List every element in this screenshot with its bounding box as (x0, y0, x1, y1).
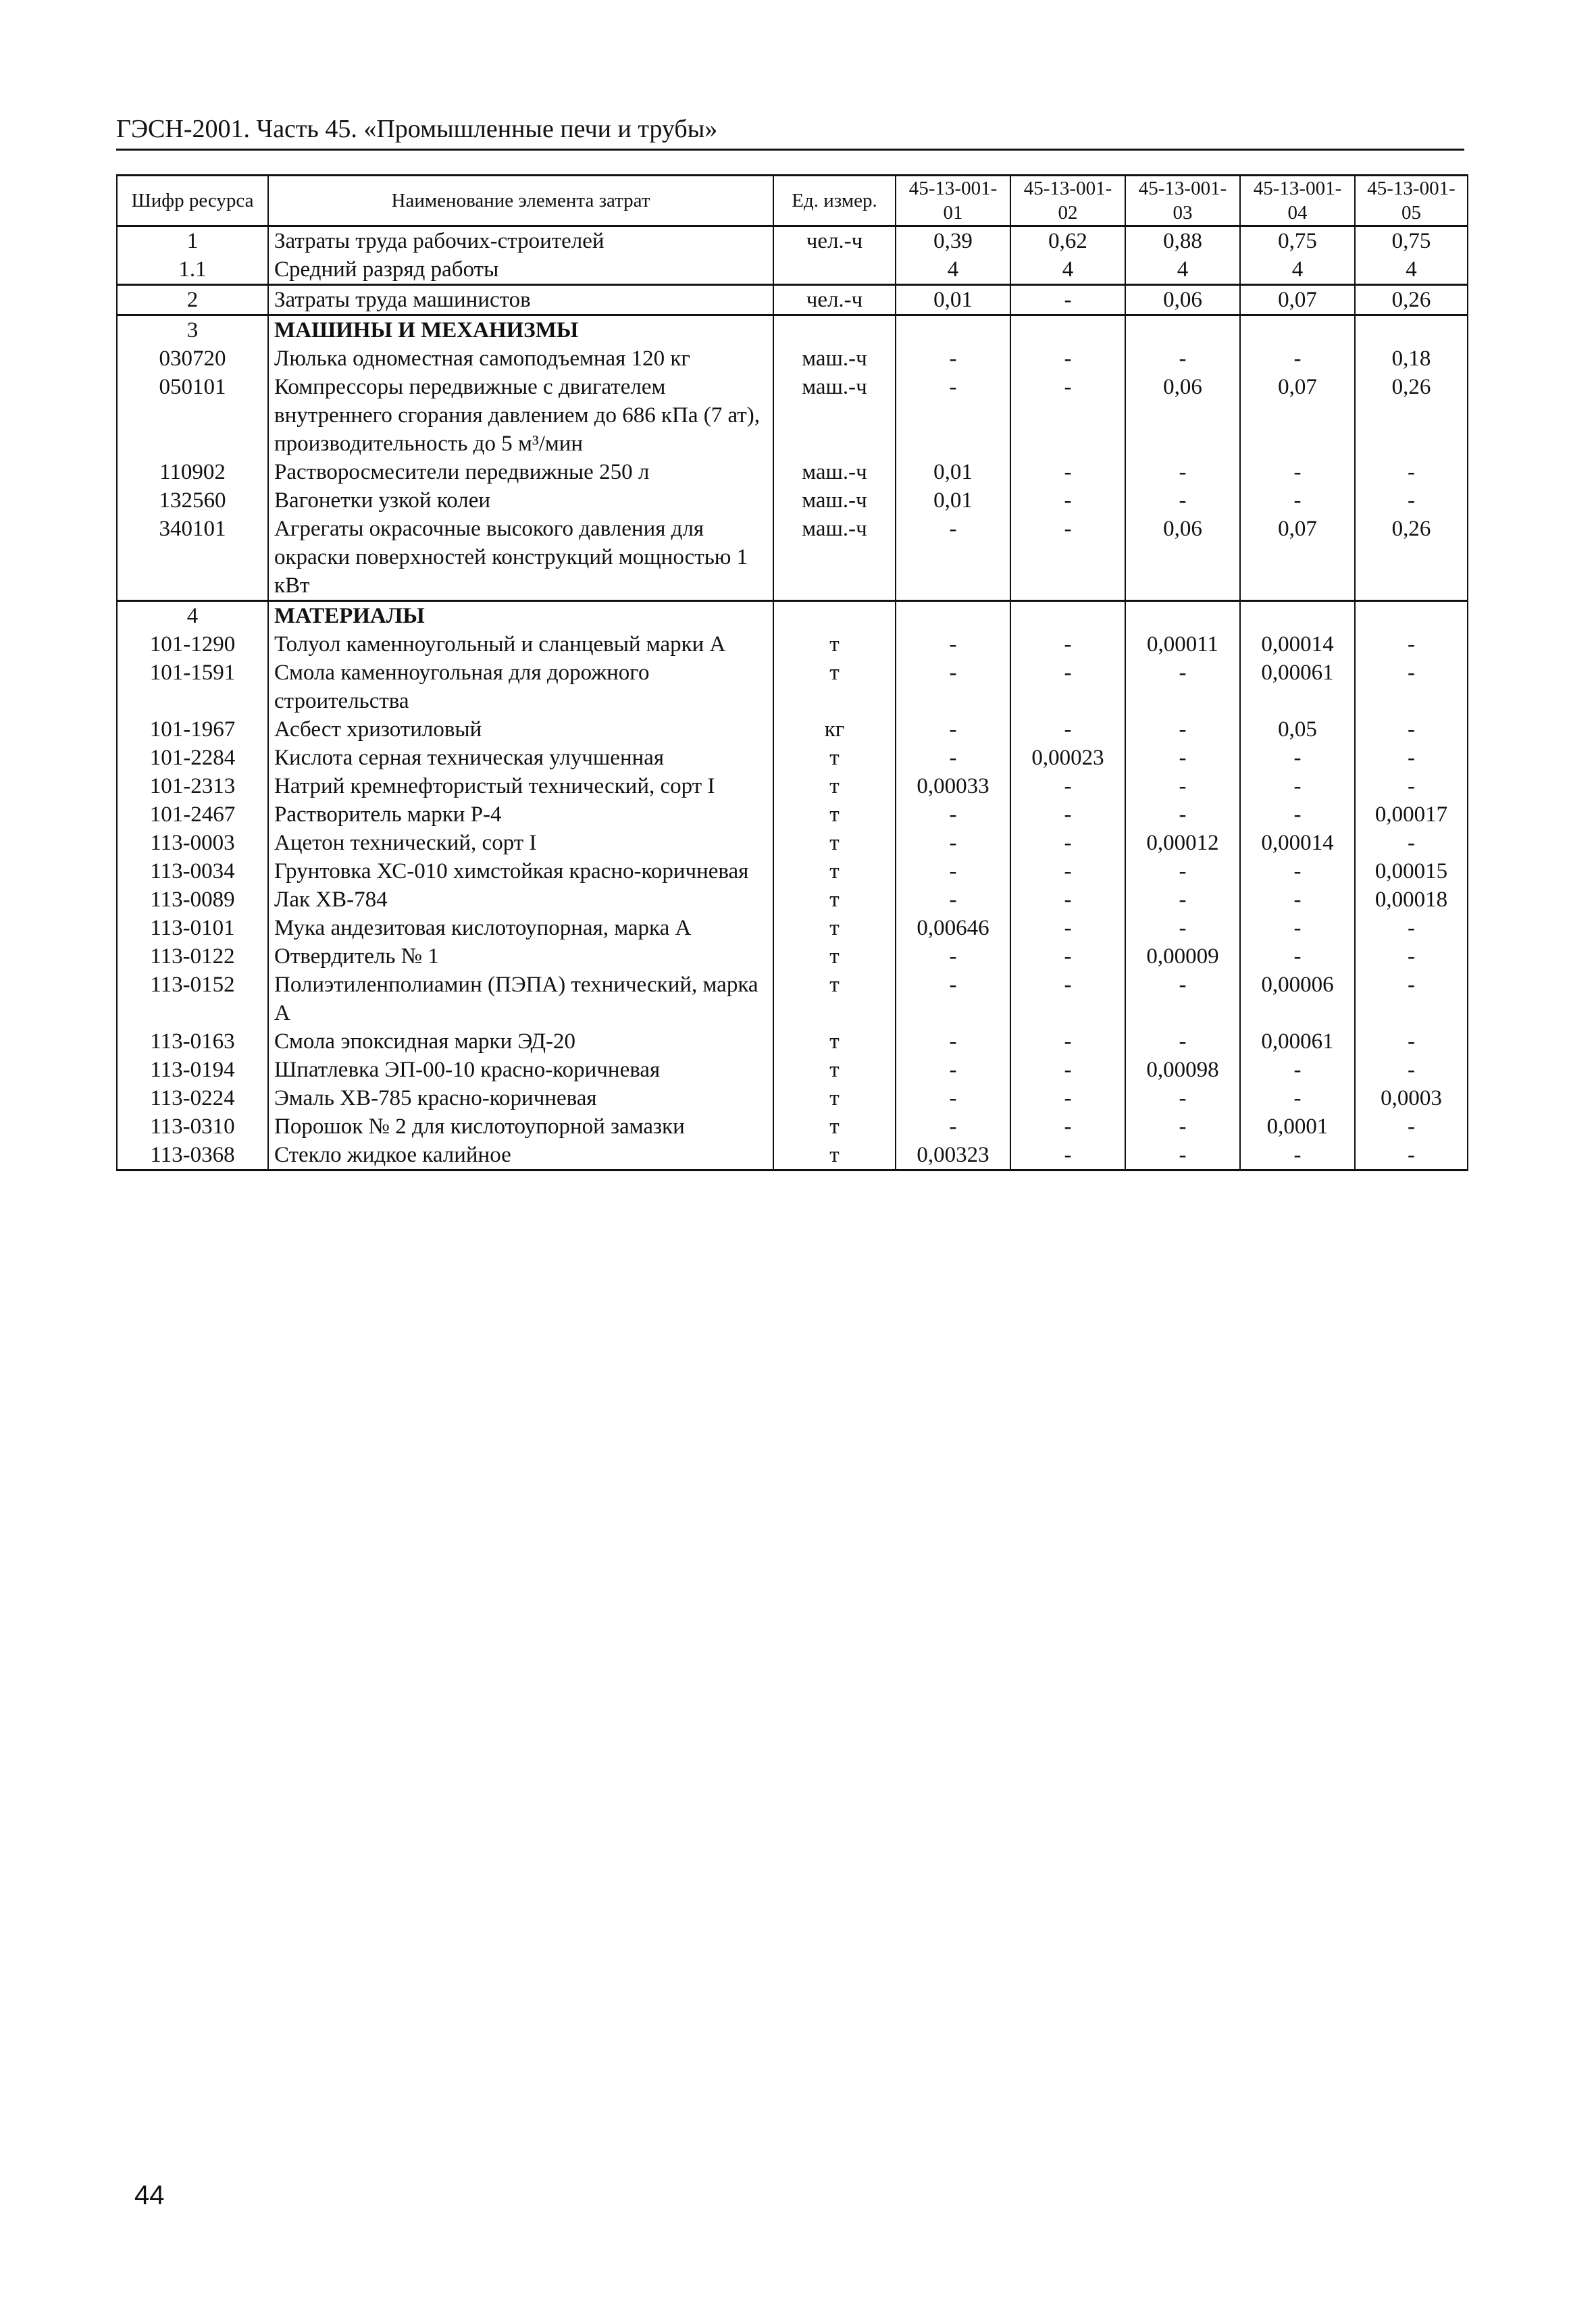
table-row (117, 829, 1468, 857)
value-cell: 0,88 (1125, 226, 1240, 256)
value-cell: - (896, 744, 1010, 772)
element-name-cell: Кислота серная техническая улучшенная (268, 744, 773, 772)
resource-code-cell: 1 (117, 226, 268, 256)
resource-code-cell: 050101 (117, 373, 268, 458)
value-cell: - (1125, 1112, 1240, 1141)
value-cell: 0,00014 (1240, 829, 1355, 857)
element-name-cell: Компрессоры передвижные с двигателем внутреннего сгорания давлением до 686 кПа (7 ат), производительность до 5 м³/мин (268, 373, 773, 458)
value-cell: - (1355, 630, 1468, 659)
value-cell: - (1355, 659, 1468, 715)
value-cell: 4 (1355, 255, 1468, 285)
table-row (117, 800, 1468, 829)
table-row (117, 226, 1468, 256)
value-cell: - (1010, 715, 1125, 744)
value-cell: 0,26 (1355, 515, 1468, 601)
value-cell: - (1010, 659, 1125, 715)
value-cell: 0,07 (1240, 373, 1355, 458)
element-name-cell: Шпатлевка ЭП-00-10 красно-коричневая (268, 1056, 773, 1084)
unit-cell: т (773, 1141, 896, 1171)
value-cell: - (1125, 715, 1240, 744)
value-cell: - (1010, 914, 1125, 942)
value-cell: - (1240, 744, 1355, 772)
table-row (117, 744, 1468, 772)
element-name-cell: Смола эпоксидная марки ЭД-20 (268, 1027, 773, 1056)
table-row (117, 971, 1468, 1027)
value-cell: 0,00018 (1355, 885, 1468, 914)
column-header: 45-13-001-01 (896, 176, 1010, 226)
value-cell: 0,05 (1240, 715, 1355, 744)
element-name-cell: МАШИНЫ И МЕХАНИЗМЫ (268, 315, 773, 345)
value-cell: - (1010, 971, 1125, 1027)
value-cell: - (896, 373, 1010, 458)
value-cell: 0,06 (1125, 373, 1240, 458)
value-cell: - (1355, 772, 1468, 800)
table-row (117, 885, 1468, 914)
element-name-cell: Грунтовка ХС-010 химстойкая красно-коричневая (268, 857, 773, 885)
resource-code-cell: 101-1290 (117, 630, 268, 659)
table-row (117, 1027, 1468, 1056)
table-row (117, 772, 1468, 800)
element-name-cell: Полиэтиленполиамин (ПЭПА) технический, марка А (268, 971, 773, 1027)
unit-cell: маш.-ч (773, 515, 896, 601)
value-cell: - (896, 1056, 1010, 1084)
value-cell: 0,07 (1240, 285, 1355, 315)
unit-cell: маш.-ч (773, 344, 896, 373)
value-cell (1355, 315, 1468, 345)
element-name-cell: Толуол каменноугольный и сланцевый марки А (268, 630, 773, 659)
unit-cell: т (773, 857, 896, 885)
value-cell: - (1355, 1112, 1468, 1141)
value-cell: - (1355, 971, 1468, 1027)
value-cell (1240, 315, 1355, 345)
value-cell: - (1010, 458, 1125, 486)
value-cell: 0,01 (896, 285, 1010, 315)
value-cell: - (1010, 373, 1125, 458)
value-cell: 0,26 (1355, 373, 1468, 458)
value-cell: - (896, 800, 1010, 829)
resource-code-cell: 101-2467 (117, 800, 268, 829)
resource-code-cell: 113-0122 (117, 942, 268, 971)
resource-code-cell: 113-0152 (117, 971, 268, 1027)
resource-code-cell: 132560 (117, 486, 268, 515)
unit-cell: т (773, 800, 896, 829)
column-header: 45-13-001-05 (1355, 176, 1468, 226)
value-cell: 0,00646 (896, 914, 1010, 942)
column-header: 45-13-001-03 (1125, 176, 1240, 226)
resource-code-cell: 340101 (117, 515, 268, 601)
value-cell: - (896, 829, 1010, 857)
resource-code-cell: 113-0034 (117, 857, 268, 885)
value-cell: - (896, 344, 1010, 373)
table-row (117, 373, 1468, 458)
value-cell: - (1010, 1084, 1125, 1112)
element-name-cell: Натрий кремнефтористый технический, сорт I (268, 772, 773, 800)
value-cell: - (1240, 857, 1355, 885)
value-cell: 0,62 (1010, 226, 1125, 256)
value-cell: - (1010, 630, 1125, 659)
value-cell: - (1240, 772, 1355, 800)
value-cell: - (1125, 458, 1240, 486)
value-cell: - (1355, 942, 1468, 971)
table-row (117, 1084, 1468, 1112)
value-cell: 4 (1240, 255, 1355, 285)
value-cell: - (896, 942, 1010, 971)
unit-cell: маш.-ч (773, 486, 896, 515)
value-cell: 0,18 (1355, 344, 1468, 373)
value-cell: - (1355, 829, 1468, 857)
value-cell: 0,00014 (1240, 630, 1355, 659)
value-cell: - (1010, 885, 1125, 914)
element-name-cell: Порошок № 2 для кислотоупорной замазки (268, 1112, 773, 1141)
value-cell: 0,00061 (1240, 1027, 1355, 1056)
table-row (117, 515, 1468, 601)
table-row (117, 630, 1468, 659)
resource-code-cell: 030720 (117, 344, 268, 373)
value-cell: - (1010, 486, 1125, 515)
table-row (117, 857, 1468, 885)
value-cell: - (1240, 458, 1355, 486)
table-row (117, 914, 1468, 942)
resource-code-cell: 3 (117, 315, 268, 345)
unit-cell: т (773, 829, 896, 857)
element-name-cell: Вагонетки узкой колеи (268, 486, 773, 515)
value-cell: - (1355, 1027, 1468, 1056)
value-cell: 0,26 (1355, 285, 1468, 315)
value-cell (1010, 315, 1125, 345)
unit-cell (773, 601, 896, 631)
element-name-cell: МАТЕРИАЛЫ (268, 601, 773, 631)
value-cell: - (1240, 1056, 1355, 1084)
table-row (117, 255, 1468, 285)
resource-code-cell: 101-2313 (117, 772, 268, 800)
value-cell: - (1125, 344, 1240, 373)
element-name-cell: Растворосмесители передвижные 250 л (268, 458, 773, 486)
value-cell: - (1240, 1141, 1355, 1171)
unit-cell: маш.-ч (773, 373, 896, 458)
value-cell: - (1010, 285, 1125, 315)
value-cell: - (1010, 800, 1125, 829)
resource-code-cell: 113-0194 (117, 1056, 268, 1084)
resource-code-cell: 110902 (117, 458, 268, 486)
resource-code-cell: 101-2284 (117, 744, 268, 772)
value-cell: - (1355, 486, 1468, 515)
unit-cell: т (773, 914, 896, 942)
table-row (117, 315, 1468, 345)
table-body (117, 226, 1468, 1171)
value-cell: - (1240, 914, 1355, 942)
value-cell: 0,39 (896, 226, 1010, 256)
value-cell: - (1125, 800, 1240, 829)
value-cell (896, 601, 1010, 631)
element-name-cell: Отвердитель № 1 (268, 942, 773, 971)
resource-code-cell: 101-1967 (117, 715, 268, 744)
value-cell: 4 (1125, 255, 1240, 285)
value-cell: - (1010, 1027, 1125, 1056)
value-cell: 0,00023 (1010, 744, 1125, 772)
unit-cell: т (773, 744, 896, 772)
table-row (117, 1112, 1468, 1141)
value-cell: - (1355, 458, 1468, 486)
element-name-cell: Средний разряд работы (268, 255, 773, 285)
unit-cell (773, 315, 896, 345)
value-cell: 0,00012 (1125, 829, 1240, 857)
table-row (117, 458, 1468, 486)
unit-cell: т (773, 772, 896, 800)
element-name-cell: Агрегаты окрасочные высокого давления для окраски поверхностей конструкций мощностью 1 кВт (268, 515, 773, 601)
value-cell: - (1010, 857, 1125, 885)
unit-cell: кг (773, 715, 896, 744)
value-cell: - (1010, 1056, 1125, 1084)
value-cell: - (896, 1084, 1010, 1112)
value-cell: - (1010, 829, 1125, 857)
element-name-cell: Стекло жидкое калийное (268, 1141, 773, 1171)
value-cell: - (896, 515, 1010, 601)
value-cell: - (896, 971, 1010, 1027)
value-cell: 0,06 (1125, 515, 1240, 601)
column-header: Ед. измер. (773, 176, 896, 226)
value-cell: - (896, 857, 1010, 885)
value-cell: - (1125, 659, 1240, 715)
column-header: Наименование элемента затрат (268, 176, 773, 226)
unit-cell: т (773, 630, 896, 659)
unit-cell: т (773, 1084, 896, 1112)
value-cell (1355, 601, 1468, 631)
unit-cell: т (773, 971, 896, 1027)
value-cell: 4 (896, 255, 1010, 285)
value-cell: 0,00015 (1355, 857, 1468, 885)
element-name-cell: Мука андезитовая кислотоупорная, марка А (268, 914, 773, 942)
table-row (117, 285, 1468, 315)
column-header: 45-13-001-02 (1010, 176, 1125, 226)
value-cell (1010, 601, 1125, 631)
value-cell: 0,75 (1240, 226, 1355, 256)
value-cell: - (1010, 1112, 1125, 1141)
value-cell: 0,01 (896, 486, 1010, 515)
unit-cell: т (773, 1056, 896, 1084)
value-cell: 0,00017 (1355, 800, 1468, 829)
unit-cell: т (773, 942, 896, 971)
value-cell: 0,06 (1125, 285, 1240, 315)
value-cell: - (1355, 1056, 1468, 1084)
page-header: ГЭСН-2001. Часть 45. «Промышленные печи и трубы» (116, 113, 1464, 151)
value-cell: 0,00323 (896, 1141, 1010, 1171)
value-cell: - (1010, 344, 1125, 373)
resource-code-cell: 113-0101 (117, 914, 268, 942)
unit-cell: т (773, 1112, 896, 1141)
resource-code-cell: 113-0310 (117, 1112, 268, 1141)
value-cell: - (1240, 344, 1355, 373)
element-name-cell: Асбест хризотиловый (268, 715, 773, 744)
element-name-cell: Эмаль ХВ-785 красно-коричневая (268, 1084, 773, 1112)
value-cell: - (1010, 772, 1125, 800)
value-cell: - (1010, 942, 1125, 971)
value-cell: - (896, 659, 1010, 715)
element-name-cell: Лак ХВ-784 (268, 885, 773, 914)
unit-cell: чел.-ч (773, 285, 896, 315)
value-cell: - (1355, 914, 1468, 942)
value-cell: - (1240, 885, 1355, 914)
value-cell: 0,00098 (1125, 1056, 1240, 1084)
value-cell: - (1240, 486, 1355, 515)
value-cell: - (1125, 486, 1240, 515)
column-header: Шифр ресурса (117, 176, 268, 226)
resource-code-cell: 2 (117, 285, 268, 315)
unit-cell: т (773, 1027, 896, 1056)
value-cell: - (1125, 914, 1240, 942)
unit-cell: т (773, 885, 896, 914)
table-row (117, 486, 1468, 515)
unit-cell (773, 255, 896, 285)
table-row (117, 942, 1468, 971)
resource-table (116, 174, 1468, 1171)
value-cell: 0,07 (1240, 515, 1355, 601)
value-cell: - (1240, 942, 1355, 971)
resource-code-cell: 4 (117, 601, 268, 631)
value-cell: - (1125, 744, 1240, 772)
resource-code-cell: 113-0003 (117, 829, 268, 857)
value-cell: 0,0001 (1240, 1112, 1355, 1141)
value-cell (1125, 601, 1240, 631)
table-row (117, 715, 1468, 744)
value-cell: - (1125, 1084, 1240, 1112)
resource-code-cell: 101-1591 (117, 659, 268, 715)
resource-code-cell: 1.1 (117, 255, 268, 285)
value-cell (896, 315, 1010, 345)
element-name-cell: Ацетон технический, сорт I (268, 829, 773, 857)
table-row (117, 601, 1468, 631)
table-header-row (117, 176, 1468, 226)
value-cell: - (896, 630, 1010, 659)
value-cell: - (1125, 1027, 1240, 1056)
value-cell: - (896, 1112, 1010, 1141)
value-cell (1125, 315, 1240, 345)
unit-cell: чел.-ч (773, 226, 896, 256)
value-cell: 4 (1010, 255, 1125, 285)
value-cell: 0,00061 (1240, 659, 1355, 715)
table-row (117, 659, 1468, 715)
resource-code-cell: 113-0368 (117, 1141, 268, 1171)
value-cell: - (1355, 715, 1468, 744)
unit-cell: маш.-ч (773, 458, 896, 486)
value-cell: - (1125, 772, 1240, 800)
value-cell (1240, 601, 1355, 631)
value-cell: 0,0003 (1355, 1084, 1468, 1112)
value-cell: 0,00011 (1125, 630, 1240, 659)
value-cell: - (1240, 800, 1355, 829)
value-cell: 0,00006 (1240, 971, 1355, 1027)
value-cell: - (1240, 1084, 1355, 1112)
value-cell: - (1010, 515, 1125, 601)
resource-code-cell: 113-0224 (117, 1084, 268, 1112)
value-cell: - (1125, 971, 1240, 1027)
element-name-cell: Смола каменноугольная для дорожного строительства (268, 659, 773, 715)
element-name-cell: Затраты труда машинистов (268, 285, 773, 315)
element-name-cell: Люлька одноместная самоподъемная 120 кг (268, 344, 773, 373)
table-row (117, 1141, 1468, 1171)
value-cell: 0,00009 (1125, 942, 1240, 971)
value-cell: - (896, 715, 1010, 744)
value-cell: - (1010, 1141, 1125, 1171)
value-cell: 0,75 (1355, 226, 1468, 256)
column-header: 45-13-001-04 (1240, 176, 1355, 226)
resource-code-cell: 113-0163 (117, 1027, 268, 1056)
element-name-cell: Затраты труда рабочих-строителей (268, 226, 773, 256)
table-row (117, 344, 1468, 373)
value-cell: - (1355, 744, 1468, 772)
value-cell: 0,00033 (896, 772, 1010, 800)
value-cell: - (1125, 885, 1240, 914)
value-cell: - (1355, 1141, 1468, 1171)
page-number: 44 (134, 2180, 165, 2210)
value-cell: - (896, 885, 1010, 914)
resource-code-cell: 113-0089 (117, 885, 268, 914)
value-cell: - (1125, 1141, 1240, 1171)
value-cell: - (896, 1027, 1010, 1056)
element-name-cell: Растворитель марки Р-4 (268, 800, 773, 829)
value-cell: - (1125, 857, 1240, 885)
table-row (117, 1056, 1468, 1084)
unit-cell: т (773, 659, 896, 715)
value-cell: 0,01 (896, 458, 1010, 486)
